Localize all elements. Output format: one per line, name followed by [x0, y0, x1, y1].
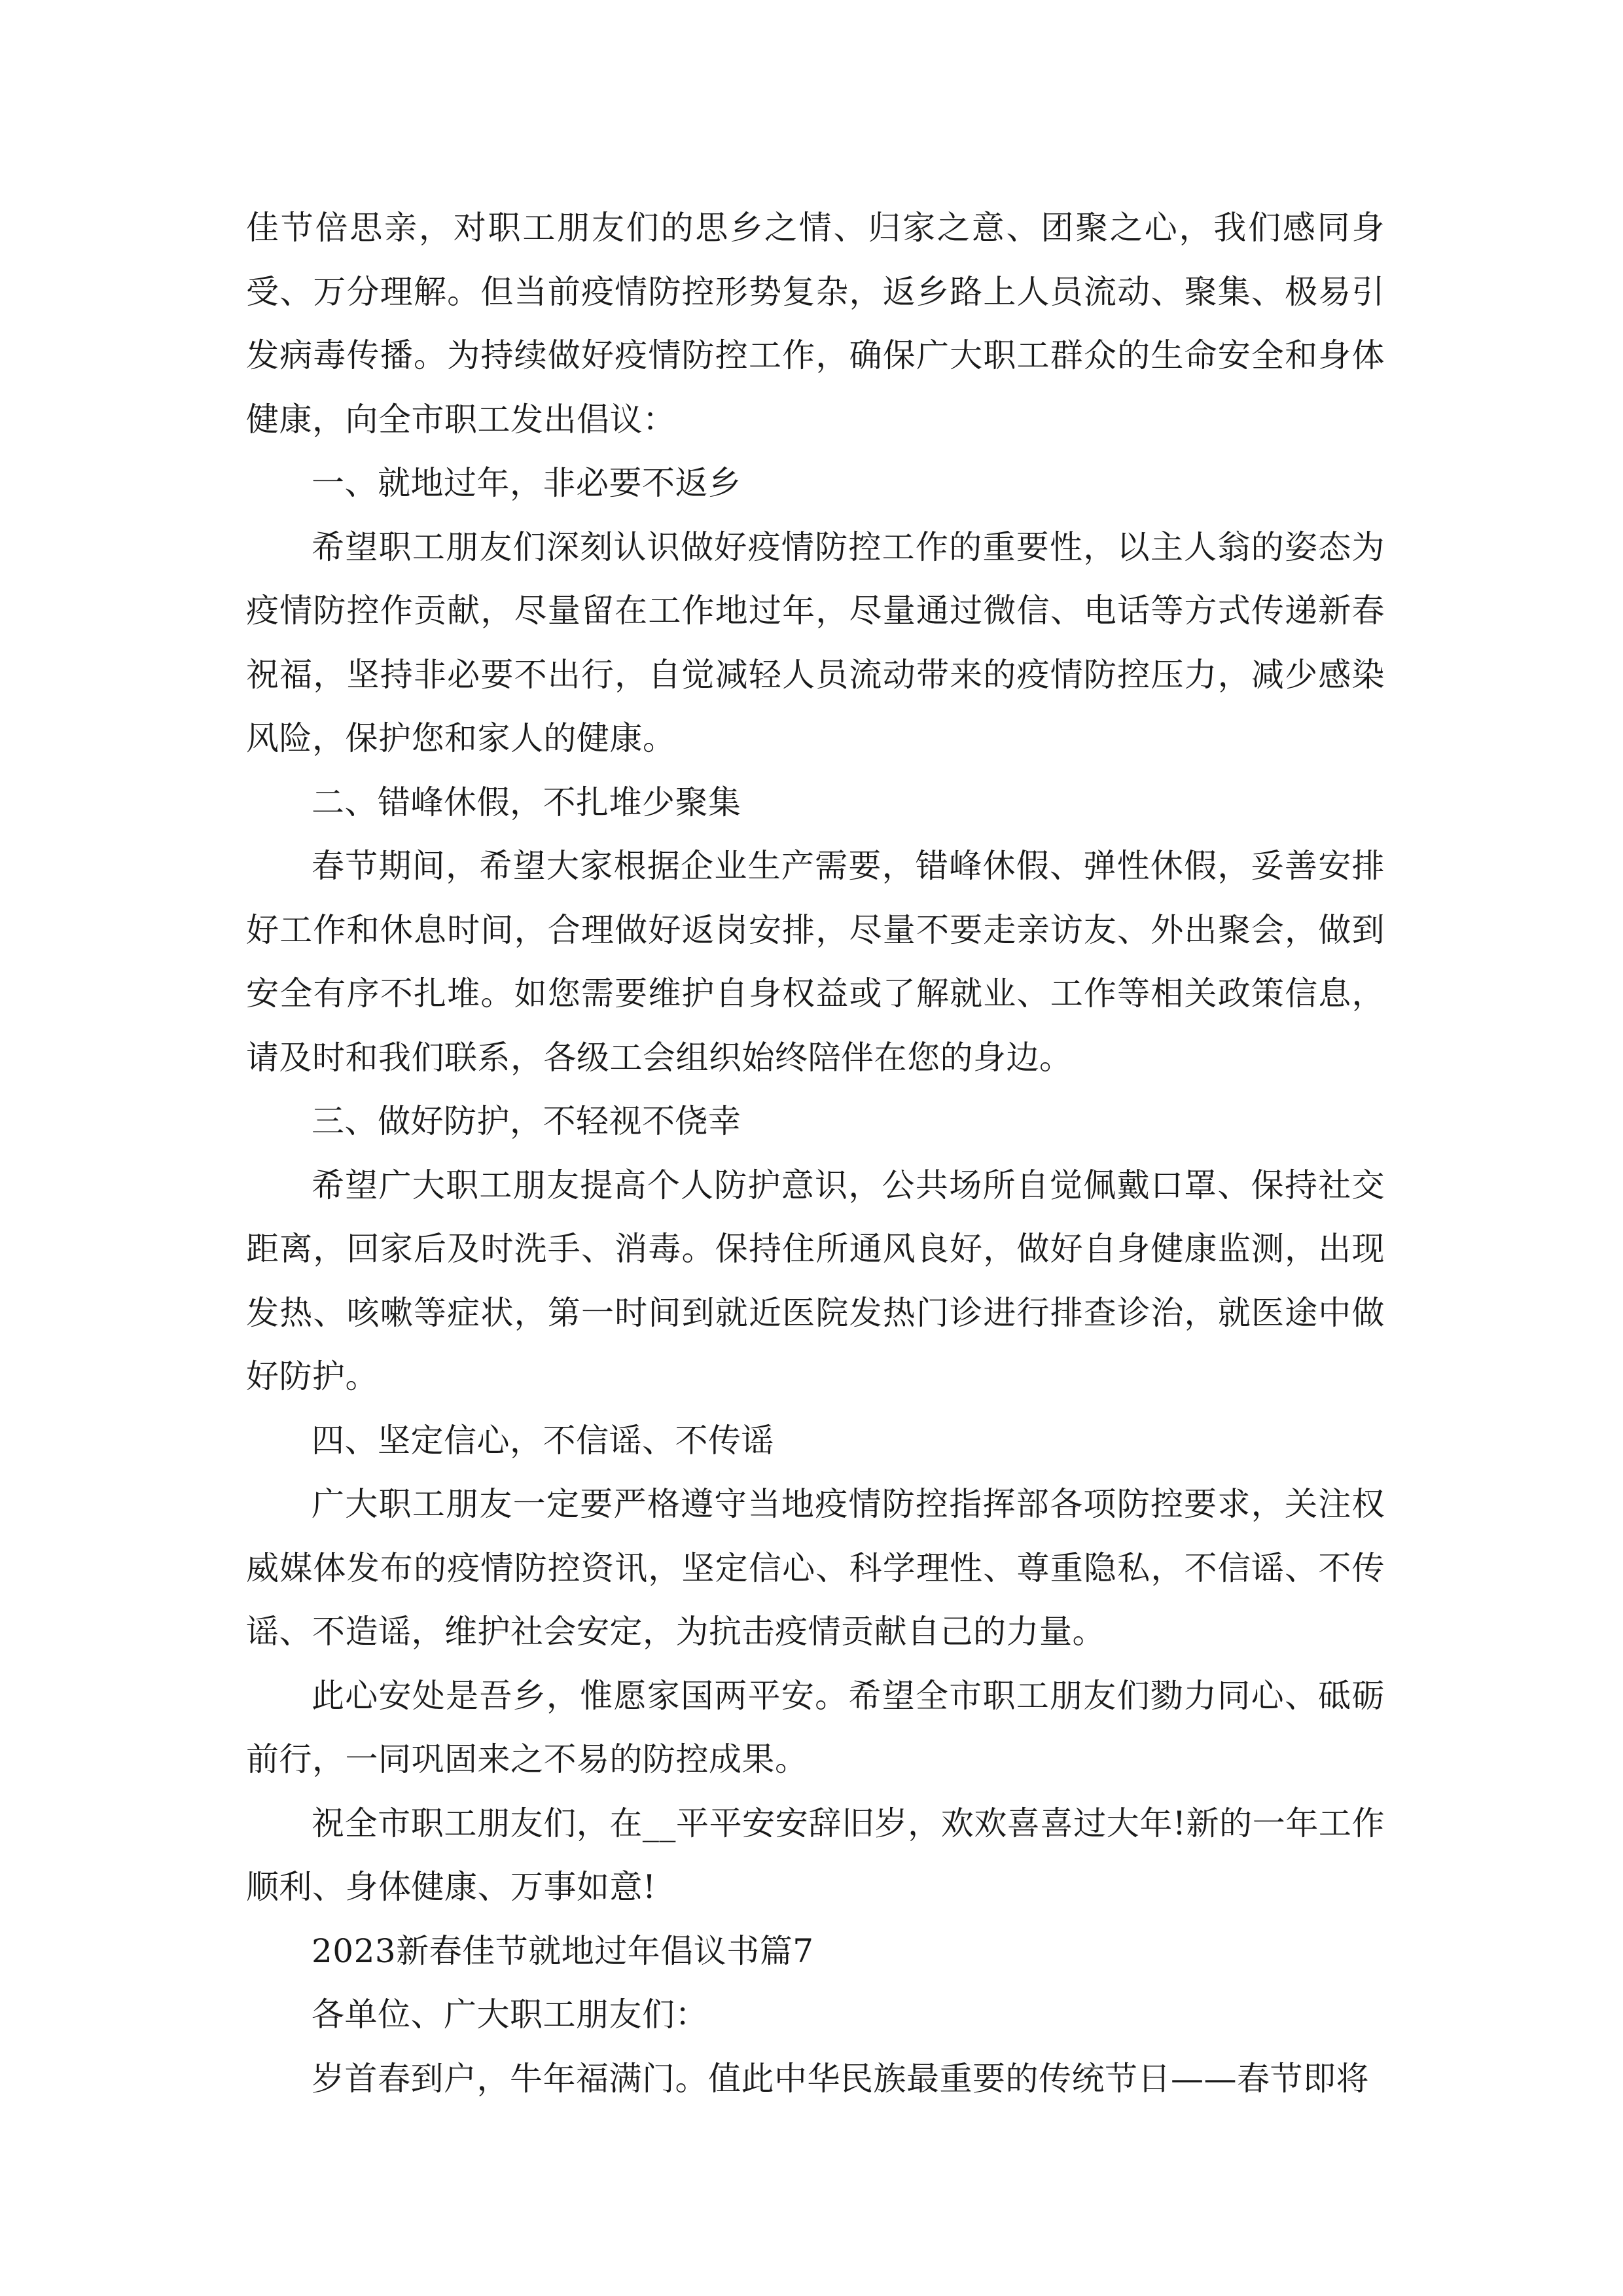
salutation: 各单位、广大职工朋友们：: [312, 1996, 708, 2034]
article-title: 2023新春佳节就地过年倡议书篇7: [312, 1931, 814, 1970]
paragraph: 此心安处是吾乡，惟愿家国两平安。希望全市职工朋友们勠力同心、砥砺前行，一同巩固来之不易的防控成果。: [246, 1676, 1385, 1778]
section-heading: 四、坚定信心，不信谣、不传谣: [312, 1421, 774, 1460]
paragraph: 佳节倍思亲，对职工朋友们的思乡之情、归家之意、团聚之心，我们感同身受、万分理解。但当前疫情防控形势复杂，返乡路上人员流动、聚集、极易引发病毒传播。为持续做好疫情防控工作，确保广大职工群众的生命安全和身体健康，向全市职工发出倡议：: [246, 209, 1385, 439]
section-heading: 三、做好防护，不轻视不侥幸: [312, 1102, 741, 1140]
section-heading: 二、错峰休假，不扎堆少聚集: [312, 783, 741, 821]
paragraph: 希望广大职工朋友提高个人防护意识，公共场所自觉佩戴口罩、保持社交距离，回家后及时洗手、消毒。保持住所通风良好，做好自身健康监测，出现发热、咳嗽等症状，第一时间到就近医院发热门诊进行排查诊治，就医途中做好防护。: [246, 1166, 1385, 1395]
paragraph: 春节期间，希望大家根据企业生产需要，错峰休假、弹性休假，妥善安排好工作和休息时间，合理做好返岗安排，尽量不要走亲访友、外出聚会，做到安全有序不扎堆。如您需要维护自身权益或了解就业、工作等相关政策信息，请及时和我们联系，各级工会组织始终陪伴在您的身边。: [246, 847, 1385, 1077]
section-heading: 一、就地过年，非必要不返乡: [312, 464, 741, 502]
paragraph: 祝全市职工朋友们，在__平平安安辞旧岁，欢欢喜喜过大年!新的一年工作顺利、身体健康、万事如意!: [246, 1804, 1385, 1906]
body-text: [246, 196, 1385, 2111]
paragraph: 岁首春到户，牛年福满门。值此中华民族最重要的传统节日——春节即将: [312, 2059, 1369, 2098]
paragraph: 广大职工朋友一定要严格遵守当地疫情防控指挥部各项防控要求，关注权威媒体发布的疫情防控资讯，坚定信心、科学理性、尊重隐私，不信谣、不传谣、不造谣，维护社会安定，为抗击疫情贡献自己的力量。: [246, 1485, 1385, 1651]
paragraph: 希望职工朋友们深刻认识做好疫情防控工作的重要性，以主人翁的姿态为疫情防控作贡献，尽量留在工作地过年，尽量通过微信、电话等方式传递新春祝福，坚持非必要不出行，自觉减轻人员流动带来的疫情防控压力，减少感染风险，保护您和家人的健康。: [246, 528, 1385, 757]
